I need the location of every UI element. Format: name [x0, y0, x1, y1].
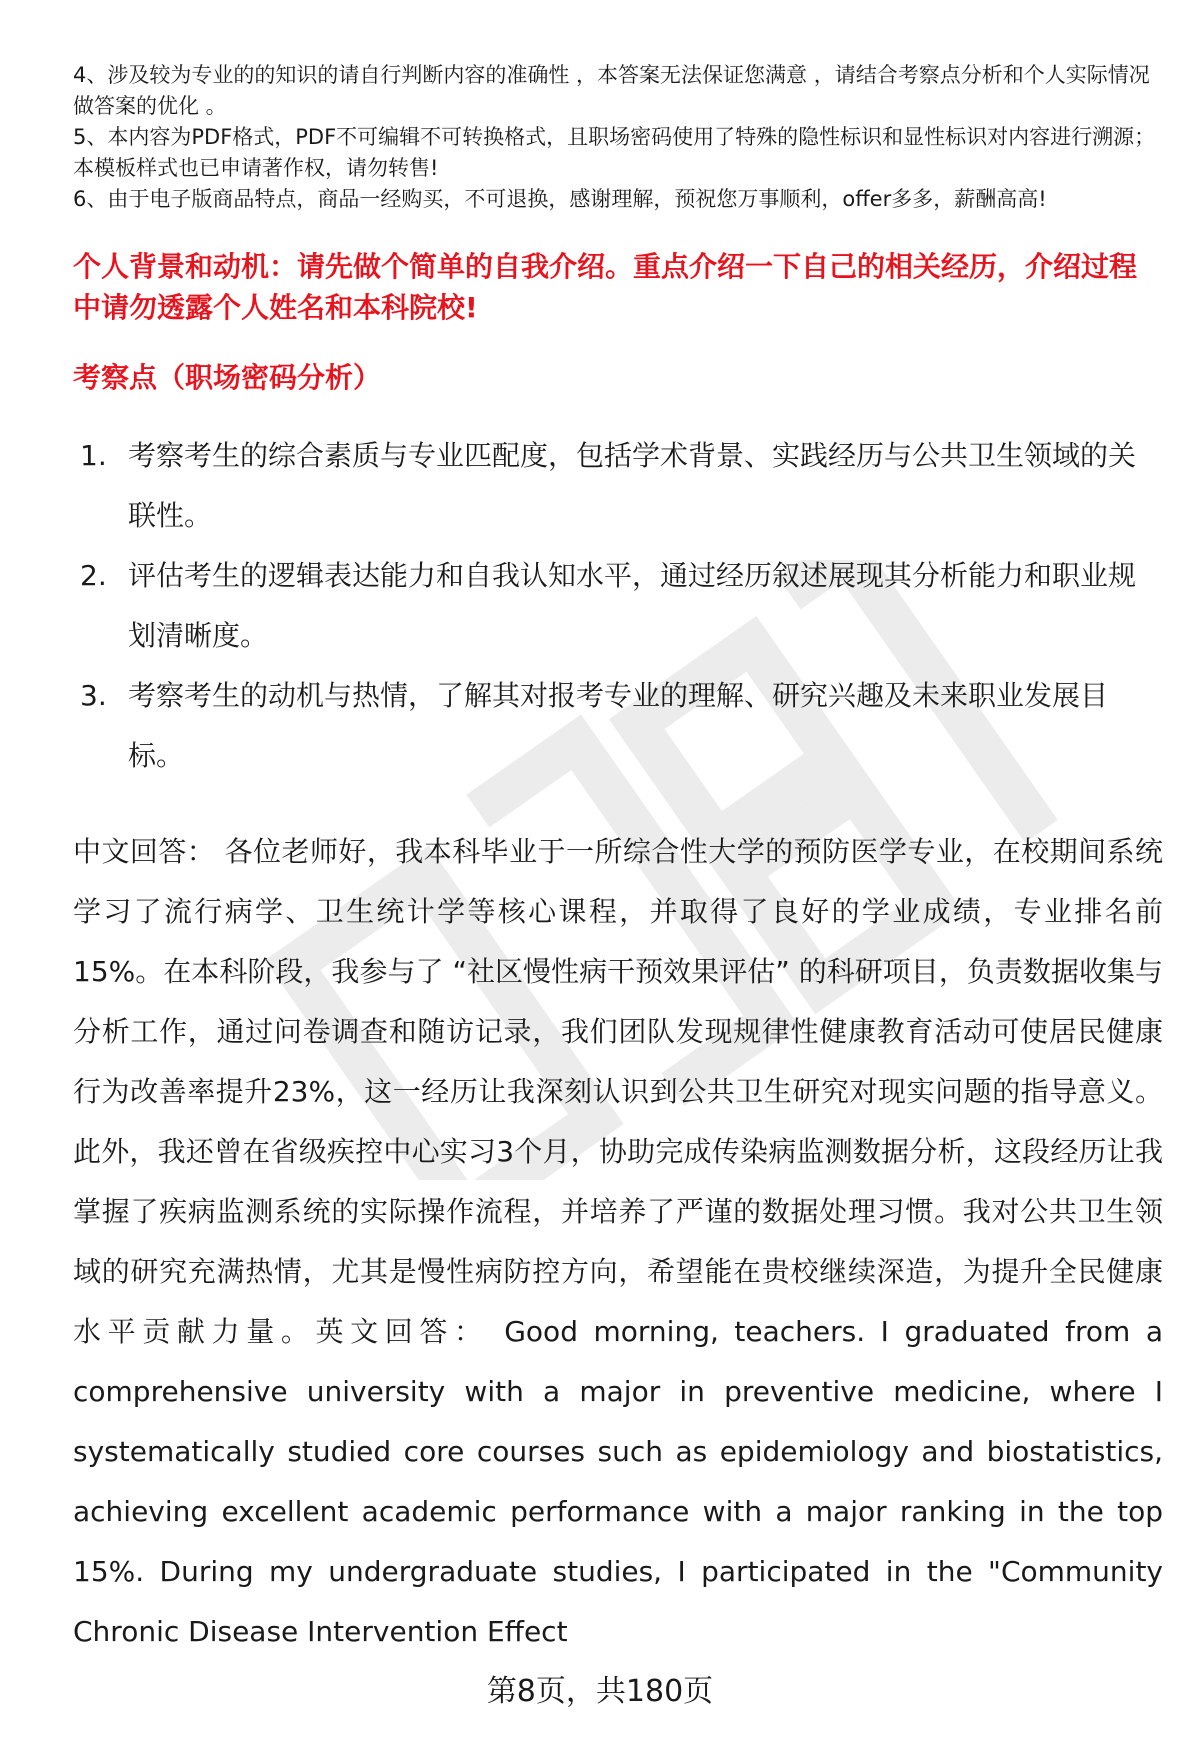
notes-block: [73, 60, 1163, 215]
page-number: 第8页，共180页: [486, 1674, 714, 1709]
note-item: 4、涉及较为专业的的知识的请自行判断内容的准确性 ，本答案无法保证您满意 ，请结合考察点分析和个人实际情况做答案的优化 。: [73, 63, 1150, 118]
point-number: 1.: [80, 439, 107, 472]
point-number: 2.: [80, 559, 107, 592]
analysis-point: [80, 666, 1140, 786]
note-item: 6、由于电子版商品特点，商品一经购买，不可退换，感谢理解，预祝您万事顺利，offer多多，薪酬高高!: [73, 187, 1047, 211]
note-item: 5、本内容为PDF格式，PDF不可编辑不可转换格式，且职场密码使用了特殊的隐性标识和显性标识对内容进行溯源；本模板样式也已申请著作权，请勿转售!: [73, 125, 1156, 180]
point-text: 评估考生的逻辑表达能力和自我认知水平，通过经历叙述展现其分析能力和职业规划清晰度。: [128, 559, 1137, 652]
analysis-point: [80, 546, 1140, 666]
answer-text: 中文回答： 各位老师好，我本科毕业于一所综合性大学的预防医学专业，在校期间系统学习了流行病学、卫生统计学等核心课程，并取得了良好的学业成绩，专业排名前15%。在本科阶段，我参与了 “社区慢性病干预效果评估” 的科研项目，负责数据收集与分析工作，通过问卷调查和随访记录，我们团队发现规律性健康教育活动可使居民健康行为改善率提升23%，这一经历让我深刻认识到公共卫生研究对现实问题的指导意义。此外，我还曾在省级疾控中心实习3个月，协助完成传染病监测数据分析，这段经历让我掌握了疾病监测系统的实际操作流程，并培养了严谨的数据处理习惯。我对公共卫生领域的研究充满热情，尤其是慢性病防控方向，希望能在贵校继续深造，为提升全民健康水平贡献力量。英文回答： Good morning, teachers. I graduated from a comprehensive university with a major in preventive medicine, where I systematically studied core courses such as epidemiology and biostatistics, achieving excellent academic performance with a major ranking in the top 15%. During my undergraduate studies, I participated in the "Community Chronic Disease Intervention Effect: [73, 835, 1163, 1648]
analysis-point: [80, 426, 1140, 546]
point-number: 3.: [80, 679, 107, 712]
analysis-title: 考察点（职场密码分析）: [73, 361, 382, 394]
question-title: 个人背景和动机：请先做个简单的自我介绍。重点介绍一下自己的相关经历，介绍过程中请勿透露个人姓名和本科院校!: [73, 250, 1138, 324]
point-text: 考察考生的综合素质与专业匹配度，包括学术背景、实践经历与公共卫生领域的关联性。: [128, 439, 1137, 532]
analysis-points-list: [80, 426, 1140, 786]
point-text: 考察考生的动机与热情，了解其对报考专业的理解、研究兴趣及未来职业发展目标。: [128, 679, 1109, 772]
